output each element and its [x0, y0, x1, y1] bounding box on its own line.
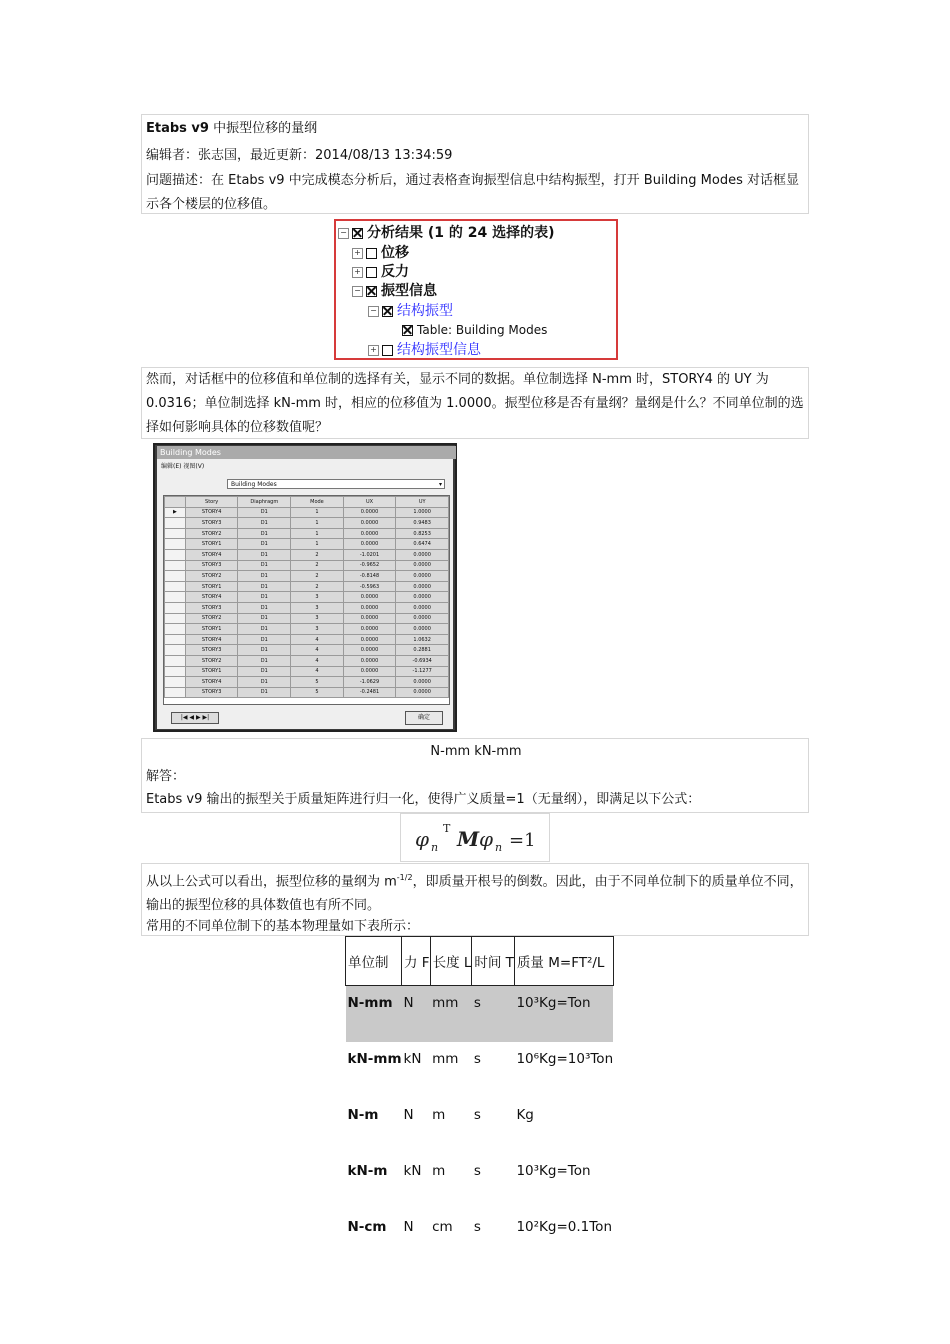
grid-cell: 4 — [291, 655, 344, 666]
grid-cell: STORY2 — [185, 613, 238, 624]
grid-row — [165, 539, 449, 550]
grid-cell: 0.0000 — [396, 581, 449, 592]
grid-cell: 0.0000 — [396, 592, 449, 603]
grid-cell: 5 — [291, 687, 344, 698]
row-header-cell — [165, 560, 186, 571]
table-intro: 常用的不同单位制下的基本物理量如下表所示： — [146, 919, 420, 934]
grid-cell: 0.0000 — [343, 655, 396, 666]
grid-cell: D1 — [238, 624, 291, 635]
grid-cell: 3 — [291, 613, 344, 624]
grid-cell: 1 — [291, 507, 344, 518]
grid-cell: -1.0201 — [343, 549, 396, 560]
grid-cell: 0.0000 — [343, 634, 396, 645]
grid-header-cell: Diaphragm — [238, 497, 291, 508]
grid-cell: D1 — [238, 634, 291, 645]
grid-cell: D1 — [238, 549, 291, 560]
grid-cell: 1 — [291, 539, 344, 550]
row-header-cell — [165, 687, 186, 698]
table-row: kN-m kN m s 10³Kg=Ton — [347, 1163, 591, 1179]
table-row: N-m N m s Kg — [347, 1107, 534, 1123]
unchecked-box-icon — [366, 267, 377, 278]
dialog-title: Building Modes — [157, 446, 456, 459]
minus-icon: − — [368, 306, 379, 317]
question-block — [141, 367, 809, 439]
grid-row — [165, 677, 449, 688]
grid-cell: 0.0000 — [343, 592, 396, 603]
ok-button: 确定 — [405, 711, 443, 725]
grid-cell: 0.0000 — [343, 528, 396, 539]
tree-item: + 位移 — [352, 244, 409, 263]
grid-cell: D1 — [238, 518, 291, 529]
grid-cell: 0.0000 — [396, 602, 449, 613]
grid-cell: STORY3 — [185, 687, 238, 698]
grid-cell: 0.2881 — [396, 645, 449, 656]
row-header-cell — [165, 602, 186, 613]
grid-row — [165, 592, 449, 603]
grid-row — [165, 687, 449, 698]
grid-header-cell: Mode — [291, 497, 344, 508]
problem-description: 问题描述：在 Etabs v9 中完成模态分析后，通过表格查询振型信息中结构振型，打开 Building Modes 对话框显示各个楼层的位移值。 — [146, 173, 799, 212]
grid-cell: 2 — [291, 560, 344, 571]
grid-row — [165, 518, 449, 529]
row-header-cell — [165, 645, 186, 656]
grid-cell: D1 — [238, 613, 291, 624]
header-cell: 单位制 — [346, 937, 402, 986]
grid-cell: 4 — [291, 645, 344, 656]
grid-cell: D1 — [238, 655, 291, 666]
minus-icon: − — [338, 228, 349, 239]
author-line: 编辑者：张志国，最近更新：2014/08/13 13:34:59 — [146, 148, 453, 163]
modes-table — [164, 496, 449, 698]
units-header-row — [346, 937, 614, 986]
grid-cell: STORY2 — [185, 655, 238, 666]
grid-cell: STORY3 — [185, 645, 238, 656]
grid-cell: D1 — [238, 592, 291, 603]
grid-cell: 2 — [291, 581, 344, 592]
grid-cell: D1 — [238, 677, 291, 688]
grid-cell: D1 — [238, 560, 291, 571]
svg-text:n: n — [495, 841, 503, 854]
checked-box-icon — [402, 325, 413, 336]
grid-cell: 0.9483 — [396, 518, 449, 529]
svg-text:=1: =1 — [509, 830, 536, 851]
tree-item: − 结构振型 — [368, 302, 453, 321]
grid-cell: -0.6934 — [396, 655, 449, 666]
chevron-down-icon: ▾ — [438, 481, 442, 488]
header-cell: 长度 L — [430, 937, 472, 986]
grid-header-cell — [165, 497, 186, 508]
grid-cell: 4 — [291, 666, 344, 677]
grid-row — [165, 624, 449, 635]
row-header-cell — [165, 549, 186, 560]
grid-row — [165, 560, 449, 571]
grid-cell: STORY1 — [185, 581, 238, 592]
dialog-menu: 编辑(E) 视图(V) — [161, 463, 205, 470]
plus-icon: + — [368, 345, 379, 356]
plus-icon: + — [352, 267, 363, 278]
grid-cell: STORY4 — [185, 549, 238, 560]
grid-cell: D1 — [238, 507, 291, 518]
grid-cell: -1.0629 — [343, 677, 396, 688]
grid-row — [165, 571, 449, 582]
grid-cell: STORY2 — [185, 571, 238, 582]
units-table — [345, 936, 614, 1266]
tree-root: − 分析结果 (1 的 24 选择的表) — [338, 224, 555, 243]
row-header-cell — [165, 677, 186, 688]
grid-cell: 3 — [291, 592, 344, 603]
checked-box-icon — [352, 228, 363, 239]
checked-box-icon — [382, 306, 393, 317]
grid-cell: D1 — [238, 645, 291, 656]
grid-cell: 0.0000 — [343, 602, 396, 613]
grid-cell: D1 — [238, 539, 291, 550]
grid-cell: 0.8253 — [396, 528, 449, 539]
grid-cell: STORY4 — [185, 507, 238, 518]
explanation-block — [141, 863, 809, 936]
grid-cell: 3 — [291, 624, 344, 635]
grid-header-cell: UX — [343, 497, 396, 508]
grid-cell: -0.5963 — [343, 581, 396, 592]
header-cell: 质量 M=FT²/L — [514, 937, 613, 986]
dimension-text: 从以上公式可以看出，振型位移的量纲为 $m^{-1/2}$，即质量开根号的倒数。因此，由于不同单位制下的质量单位不同，输出的振型位移的具体数值也有所不同。 — [146, 873, 803, 914]
analysis-results-tree — [334, 219, 618, 360]
row-header-cell — [165, 624, 186, 635]
grid-row — [165, 528, 449, 539]
grid-row — [165, 507, 449, 518]
unchecked-box-icon — [382, 345, 393, 356]
grid-cell: 1 — [291, 518, 344, 529]
row-header-cell — [165, 539, 186, 550]
grid-cell: -0.8148 — [343, 571, 396, 582]
grid-cell: D1 — [238, 571, 291, 582]
modes-grid — [163, 495, 450, 705]
grid-cell: STORY3 — [185, 560, 238, 571]
grid-cell: STORY4 — [185, 634, 238, 645]
grid-cell: -1.1277 — [396, 666, 449, 677]
grid-cell: 0.0000 — [396, 549, 449, 560]
row-header-cell — [165, 581, 186, 592]
answer-block — [141, 738, 809, 813]
grid-cell: D1 — [238, 666, 291, 677]
grid-row — [165, 655, 449, 666]
grid-row — [165, 666, 449, 677]
row-header-cell — [165, 518, 186, 529]
header-cell: 时间 T — [472, 937, 515, 986]
svg-text:φ: φ — [415, 827, 430, 851]
unchecked-box-icon — [366, 248, 377, 259]
grid-cell: 0.0000 — [396, 687, 449, 698]
row-header-cell — [165, 528, 186, 539]
table-row: N-cm N cm s 10²Kg=0.1Ton — [347, 1219, 612, 1235]
grid-cell: STORY2 — [185, 528, 238, 539]
checked-box-icon — [366, 286, 377, 297]
grid-cell: 0.0000 — [343, 624, 396, 635]
grid-cell: -0.2481 — [343, 687, 396, 698]
table-select: Building Modes ▾ — [227, 479, 445, 489]
grid-cell: STORY1 — [185, 539, 238, 550]
doc-title: Etabs v9 中振型位移的量纲 — [146, 121, 318, 136]
figure-caption: N-mm kN-mm — [430, 744, 522, 759]
grid-cell: 0.0000 — [396, 571, 449, 582]
svg-text:M: M — [457, 827, 480, 851]
grid-header-cell: Story — [185, 497, 238, 508]
row-header-cell — [165, 655, 186, 666]
row-header-cell — [165, 571, 186, 582]
grid-cell: D1 — [238, 687, 291, 698]
row-header-cell — [165, 592, 186, 603]
answer-text: Etabs v9 输出的振型关于质量矩阵进行归一化，使得广义质量=1（无量纲），即满足以下公式： — [146, 792, 701, 807]
grid-cell: 0.0000 — [343, 518, 396, 529]
grid-cell: STORY4 — [185, 677, 238, 688]
grid-cell: STORY3 — [185, 602, 238, 613]
intro-block — [141, 114, 809, 214]
grid-cell: 1.0000 — [396, 507, 449, 518]
grid-cell: STORY1 — [185, 624, 238, 635]
grid-cell: STORY1 — [185, 666, 238, 677]
record-nav: |◀ ◀ ▶ ▶| — [171, 712, 219, 724]
grid-row — [165, 645, 449, 656]
grid-cell: 0.0000 — [343, 613, 396, 624]
row-header-cell — [165, 666, 186, 677]
grid-cell: D1 — [238, 581, 291, 592]
row-header-cell: ▶ — [165, 507, 186, 518]
grid-row — [165, 581, 449, 592]
table-row: N-mm N mm s 10³Kg=Ton — [346, 986, 614, 1043]
grid-row — [165, 613, 449, 624]
answer-label: 解答： — [146, 769, 186, 784]
table-row: kN-mm kN mm s 10⁶Kg=10³Ton — [347, 1051, 614, 1067]
svg-text:n: n — [431, 841, 439, 854]
tree-item: Table: Building Modes — [402, 321, 547, 340]
grid-cell: 0.0000 — [343, 539, 396, 550]
grid-cell: -0.9652 — [343, 560, 396, 571]
grid-cell: D1 — [238, 602, 291, 613]
grid-header-cell: UY — [396, 497, 449, 508]
grid-row — [165, 602, 449, 613]
header-cell: 力 F — [402, 937, 431, 986]
svg-text:φ: φ — [479, 827, 494, 851]
grid-cell: STORY4 — [185, 592, 238, 603]
normalization-formula — [400, 813, 550, 862]
row-header-cell — [165, 634, 186, 645]
grid-cell: 1 — [291, 528, 344, 539]
svg-text:T: T — [443, 822, 451, 835]
grid-cell: 1.0632 — [396, 634, 449, 645]
grid-cell: 0.6474 — [396, 539, 449, 550]
grid-row — [165, 634, 449, 645]
question-text: 然而，对话框中的位移值和单位制的选择有关，显示不同的数据。单位制选择 N-mm 时，STORY4 的 UY 为 0.0316；单位制选择 kN-mm 时，相应的位移值为 1.0000。振型位移是否有量纲？量纲是什么？不同单位制的选择如何影响具体的位移数值呢？ — [146, 372, 804, 435]
grid-cell: 2 — [291, 571, 344, 582]
grid-cell: 0.0000 — [396, 560, 449, 571]
dialog-body — [157, 459, 453, 729]
tree-item: + 反力 — [352, 263, 409, 282]
tree-item: − 振型信息 — [352, 282, 437, 301]
grid-cell: 0.0000 — [396, 624, 449, 635]
grid-cell: 0.0000 — [396, 677, 449, 688]
grid-cell: 3 — [291, 602, 344, 613]
formula-graphic — [401, 814, 549, 861]
plus-icon: + — [352, 248, 363, 259]
grid-row — [165, 549, 449, 560]
row-header-cell — [165, 613, 186, 624]
tree-item: + 结构振型信息 — [368, 341, 481, 360]
minus-icon: − — [352, 286, 363, 297]
grid-cell: 0.0000 — [396, 613, 449, 624]
grid-cell: 0.0000 — [343, 645, 396, 656]
grid-cell: D1 — [238, 528, 291, 539]
grid-cell: 4 — [291, 634, 344, 645]
grid-cell: 2 — [291, 549, 344, 560]
building-modes-dialog — [153, 443, 457, 732]
grid-cell: STORY3 — [185, 518, 238, 529]
grid-cell: 5 — [291, 677, 344, 688]
grid-cell: 0.0000 — [343, 666, 396, 677]
grid-cell: 0.0000 — [343, 507, 396, 518]
